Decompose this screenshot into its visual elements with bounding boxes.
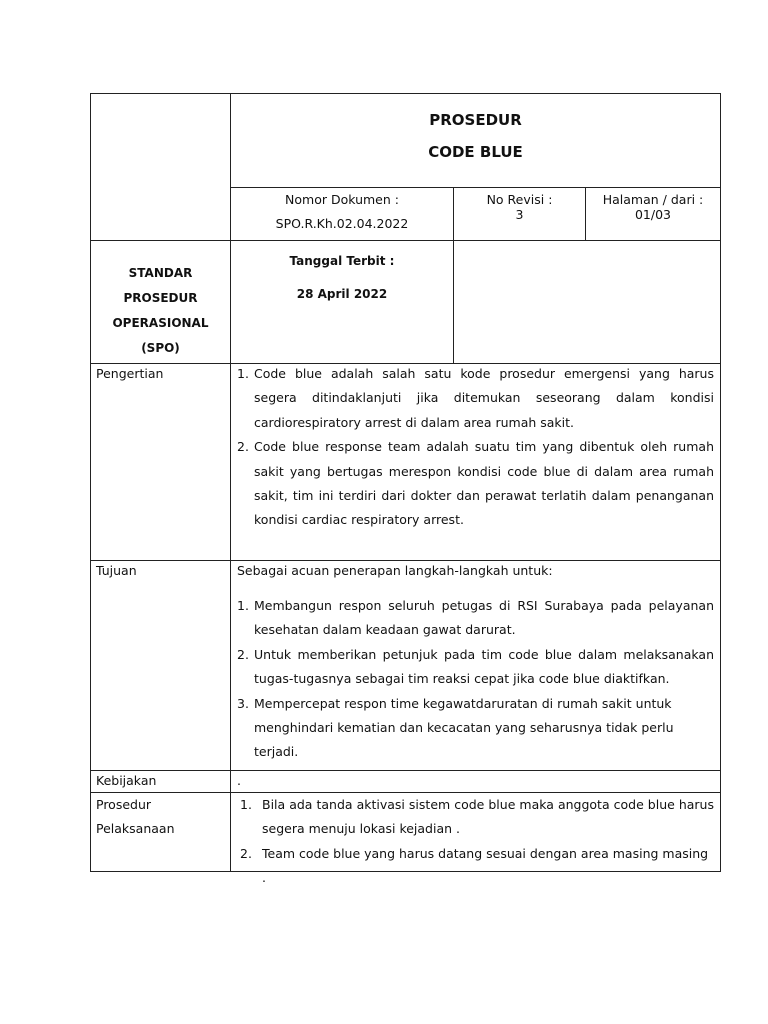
list-item: [237, 793, 714, 842]
spo-label-line3: OPERASIONAL: [112, 316, 209, 330]
list-text: Mempercepat respon time kegawatdaruratan di rumah sakit untuk menghindari kematian dan kecacatan yang seharusnya tidak perlu terjadi.: [254, 695, 674, 760]
spo-label-line2: PROSEDUR: [123, 291, 198, 305]
nomor-dokumen-label: Nomor Dokumen :: [285, 192, 399, 207]
kebijakan-value: .: [237, 773, 241, 788]
list-text: Code blue response team adalah suatu tim yang dibentuk oleh rumah sakit yang bertugas merespon kondisi code blue di dalam area rumah sakit, tim ini terdiri dari dokter dan perawat terlatih dalam penanganan kondisi cardiac respiratory arrest.: [254, 439, 714, 528]
spo-label-line4: (SPO): [141, 341, 180, 355]
tujuan-label: Tujuan: [96, 563, 137, 578]
tujuan-intro: Sebagai acuan penerapan langkah-langkah untuk:: [237, 563, 553, 578]
list-number: 1.: [237, 598, 249, 613]
list-number: 2.: [237, 439, 249, 455]
document-title-line1: PROSEDUR: [429, 111, 522, 129]
tanggal-terbit-value: 28 April 2022: [296, 287, 388, 301]
pengertian-label: Pengertian: [96, 366, 164, 381]
list-text: Team code blue yang harus datang sesuai dengan area masing masing .: [262, 845, 709, 886]
list-item: [237, 594, 714, 643]
pengertian-row-bottom: [90, 560, 721, 561]
list-item: [237, 435, 714, 533]
pengertian-list: [237, 362, 714, 533]
list-text: Untuk memberikan petunjuk pada tim code blue dalam melaksanakan tugas-tugasnya sebagai tim reaksi cepat jika code blue diaktifkan.: [254, 646, 714, 687]
header-row-bottom: [90, 240, 721, 241]
list-number: 3.: [237, 695, 249, 711]
document-title-line2: CODE BLUE: [428, 143, 523, 161]
table-border-right: [720, 93, 721, 872]
list-text: Bila ada tanda aktivasi sistem code blue maka anggota code blue harus segera menuju lokasi kejadian .: [262, 797, 714, 837]
list-number: 1.: [237, 366, 249, 381]
column-divider: [230, 93, 231, 872]
table-border-top: [90, 93, 721, 94]
prosedur-label-line2: Pelaksanaan: [96, 821, 175, 836]
table-border-left: [90, 93, 91, 872]
list-number: 2.: [240, 845, 252, 861]
list-number: 2.: [237, 646, 249, 662]
tujuan-row-bottom: [90, 770, 721, 771]
list-item: [237, 842, 714, 891]
list-item: [237, 362, 714, 435]
nomor-dokumen-value: SPO.R.Kh.02.04.2022: [275, 216, 409, 231]
revisi-label: No Revisi :: [486, 192, 553, 207]
prosedur-label-line1: Prosedur: [96, 797, 152, 812]
revisi-value: 3: [515, 207, 524, 222]
tanggal-terbit-label: Tanggal Terbit :: [289, 254, 395, 268]
halaman-label: Halaman / dari :: [602, 192, 704, 207]
list-item: [237, 643, 714, 692]
list-item: [237, 692, 714, 765]
list-text: Membangun respon seluruh petugas di RSI Surabaya pada pelayanan kesehatan dalam keadaan gawat darurat.: [254, 598, 714, 638]
halaman-value: 01/03: [634, 207, 672, 222]
tujuan-list: [237, 594, 714, 765]
list-text: Code blue adalah salah satu kode prosedur emergensi yang harus segera ditindaklanjuti jika ditemukan seseorang dalam kondisi cardiorespiratory arrest di dalam area rumah sakit.: [254, 366, 714, 430]
prosedur-list: [237, 793, 714, 891]
list-number: 1.: [240, 797, 252, 812]
spo-label-line1: STANDAR: [128, 266, 193, 280]
kebijakan-label: Kebijakan: [96, 773, 157, 788]
header-divider: [230, 187, 721, 188]
